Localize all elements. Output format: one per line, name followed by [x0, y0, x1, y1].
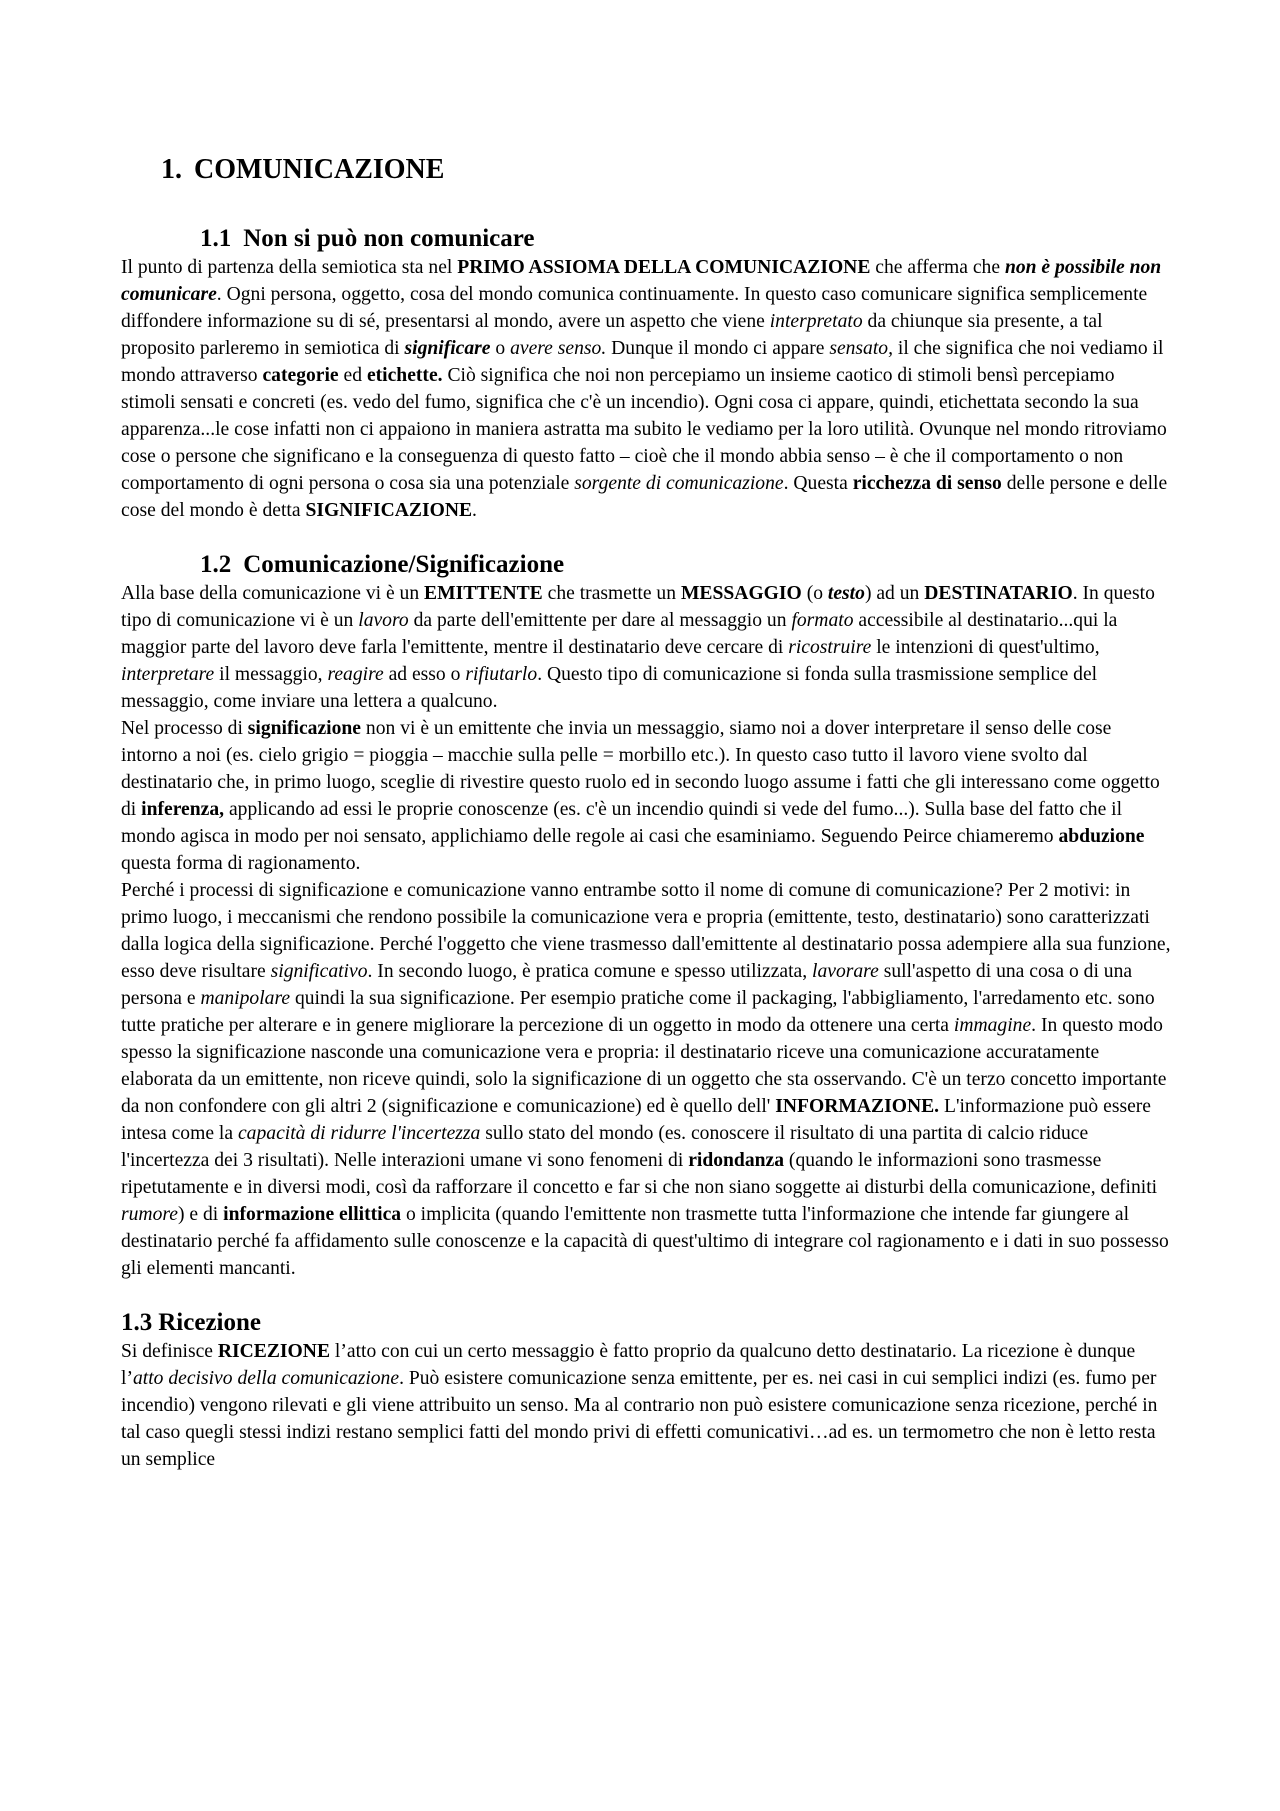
- chapter-title: COMUNICAZIONE: [194, 154, 445, 185]
- italic-term: sorgente di comunicazione: [574, 473, 784, 494]
- italic-term: interpretato: [769, 311, 863, 332]
- italic-term: atto decisivo della comunicazione: [132, 1368, 400, 1389]
- text-run: le intenzioni di quest'ultimo,: [871, 637, 1100, 658]
- text-run: ) ad un: [864, 583, 925, 604]
- text-run: che afferma che: [870, 257, 1005, 278]
- section-title: Comunicazione/Significazione: [243, 551, 565, 578]
- text-run: Perché i processi di significazione e comunicazione vanno entrambe sotto il nome di comune di comunicazione? Per 2 motivi: in primo luogo, i meccanismi che rendono possibile la comunicazione vera e propria (emittente, testo, destinatario) sono caratterizzati dalla logica della significazione. Perché l'oggetto che viene trasmesso dall'emittente al destinatario possa adempiere alla sua funzione, esso deve risultare: [121, 880, 1171, 982]
- section-number: 1.3: [121, 1309, 153, 1336]
- bold-term: significazione: [247, 718, 361, 739]
- section-heading-1-2: [200, 550, 1172, 580]
- text-run: (quando le informazioni sono trasmesse ripetutamente e in diversi modi, così da rafforzare il concetto e far si che non siano soggette ai disturbi della comunicazione, definiti: [121, 1150, 1158, 1198]
- text-run: .: [472, 500, 477, 521]
- section-1-1-paragraph: [121, 254, 1172, 524]
- italic-term: immagine: [953, 1015, 1032, 1036]
- bold-term: DESTINATARIO: [924, 583, 1073, 604]
- text-run: . In questo tipo di comunicazione vi è un: [121, 583, 1155, 631]
- section-title: Non si può non comunicare: [243, 225, 535, 252]
- section-heading-1-1: [200, 224, 1172, 254]
- text-run: o implicita (quando l'emittente non trasmette tutta l'informazione che intende far giungere al destinatario perché fa affidamento sulle conoscenze e la capacità di quest'ultimo di integrare col ragionamento e i dati in suo possesso gli elementi mancanti.: [121, 1204, 1169, 1279]
- bold-term: RICEZIONE: [217, 1341, 331, 1362]
- bold-term: SIGNIFICAZIONE: [305, 500, 473, 521]
- text-run: il messaggio,: [214, 664, 328, 685]
- italic-term: lavoro: [358, 610, 409, 631]
- bold-term: ricchezza di senso: [852, 473, 1002, 494]
- text-run: da parte dell'emittente per dare al messaggio un: [408, 610, 792, 631]
- text-run: questa forma di ragionamento.: [121, 853, 361, 874]
- text-run: . In secondo luogo, è pratica comune e spesso utilizzata,: [367, 961, 813, 982]
- text-run: sullo stato del mondo (es. conoscere il risultato di una partita di calcio riduce l'incertezza dei 3 risultati). Nelle interazioni umane vi sono fenomeni di: [121, 1123, 1089, 1171]
- bold-italic-term: significare: [404, 338, 491, 359]
- italic-term: capacità di ridurre l'incertezza: [237, 1123, 481, 1144]
- text-run: L'informazione può essere intesa come la: [121, 1096, 1151, 1144]
- italic-term: ricostruire: [788, 637, 872, 658]
- spacer: [121, 524, 1172, 550]
- text-run: . In questo modo spesso la significazione nasconde una comunicazione vera e propria: il destinatario riceve una comunicazione accuratamente elaborata da un emittente, non riceve quindi, solo la significazione di un oggetto che sta osservando. C'è un terzo concetto importante da non confondere con gli altri 2 (significazione e comunicazione) ed è quello dell': [121, 1015, 1167, 1117]
- section-number: 1.1: [200, 225, 232, 252]
- text-run: o: [490, 338, 511, 359]
- spacer: [121, 1282, 1172, 1308]
- text-run: Alla base della comunicazione vi è un: [121, 583, 425, 604]
- text-run: il che significa che noi vediamo il mondo attraverso: [121, 338, 1164, 386]
- bold-term: abduzione: [1058, 826, 1145, 847]
- chapter-heading: [161, 152, 1172, 188]
- bold-term: INFORMAZIONE.: [775, 1096, 940, 1117]
- text-run: . Può esistere comunicazione senza emittente, per es. nei casi in cui semplici indizi (es. fumo per incendio) vengono rilevati e gli viene attribuito un senso. Ma al contrario non può esistere comunicazione senza ricezione, perché in tal caso quegli stessi indizi restano semplici fatti del mondo privi di effetti comunicativi…ad es. un termometro che non è letto resta un semplice: [121, 1368, 1158, 1470]
- text-run: delle persone e delle cose del mondo è detta: [121, 473, 1168, 521]
- text-run: che trasmette un: [542, 583, 681, 604]
- bold-term: categorie: [262, 365, 339, 386]
- bold-term: EMITTENTE: [424, 583, 543, 604]
- italic-term: interpretare: [121, 664, 215, 685]
- section-1-2-paragraph-3: [121, 877, 1172, 1282]
- text-run: sull'aspetto di una cosa o di una persona e: [121, 961, 1133, 1009]
- text-run: l’atto con cui un certo messaggio è fatto proprio da qualcuno detto destinatario. La ricezione è dunque l’: [121, 1341, 1136, 1389]
- bold-italic-term: testo: [827, 583, 865, 604]
- text-run: non vi è un emittente che invia un messaggio, siamo noi a dover interpretare il senso delle cose intorno a noi (es. cielo grigio = pioggia – macchie sulla pelle = morbillo etc.). In questo caso tutto il lavoro viene svolto dal destinatario che, in primo luogo, sceglie di rivestire questo ruolo ed in secondo luogo assume i fatti che gli interessano come oggetto di: [121, 718, 1160, 820]
- text-run: . Questo tipo di comunicazione si fonda sulla trasmissione semplice del messaggio, come inviare una lettera a qualcuno.: [121, 664, 1098, 712]
- italic-term: avere senso.: [510, 338, 607, 359]
- italic-term: lavorare: [812, 961, 879, 982]
- text-run: ) e di: [177, 1204, 224, 1225]
- text-run: Ciò significa che noi non percepiamo un insieme caotico di stimoli bensì percepiamo stimoli sensati e concreti (es. vedo del fumo, significa che c'è un incendio). Ogni cosa ci appare, quindi, etichettata secondo la sua apparenza...le cose infatti non ci appaiono in maniera astratta ma subito le vediamo per la loro utilità. Ovunque nel mondo ritroviamo cose o persone che significano e la conseguenza di questo fatto – cioè che il mondo abbia senso – è che il comportamento o non comportamento di ogni persona o cosa sia una potenziale: [121, 365, 1167, 494]
- bold-term: ridondanza: [688, 1150, 785, 1171]
- italic-term: rumore: [121, 1204, 178, 1225]
- text-run: (o: [801, 583, 828, 604]
- section-1-3-paragraph: [121, 1338, 1172, 1473]
- text-run: Dunque il mondo ci appare: [606, 338, 830, 359]
- bold-term: etichette.: [366, 365, 443, 386]
- section-title: Ricezione: [158, 1309, 261, 1336]
- section-number: 1.2: [200, 551, 232, 578]
- text-run: quindi la sua significazione. Per esempio pratiche come il packaging, l'abbigliamento, l'arredamento etc. sono tutte pratiche per alterare e in genere migliorare la percezione di un oggetto in modo da ottenere una certa: [121, 988, 1155, 1036]
- italic-term: reagire: [327, 664, 384, 685]
- italic-term: significativo: [270, 961, 368, 982]
- text-run: ed: [338, 365, 367, 386]
- text-run: . Questa: [783, 473, 853, 494]
- italic-term: formato: [791, 610, 854, 631]
- bold-term: inferenza,: [141, 799, 225, 820]
- bold-term: informazione ellittica: [223, 1204, 402, 1225]
- text-run: applicando ad essi le proprie conoscenze (es. c'è un incendio quindi si vede del fumo...). Sulla base del fatto che il mondo agisca in modo per noi sensato, applichiamo delle regole ai casi che esaminiamo. Seguendo Peirce chiameremo: [121, 799, 1123, 847]
- text-run: accessibile al destinatario...qui la maggior parte del lavoro deve farla l'emittente, mentre il destinatario deve cercare di: [121, 610, 1118, 658]
- text-run: Il punto di partenza della semiotica sta nel: [121, 257, 458, 278]
- text-run: Nel processo di: [121, 718, 248, 739]
- chapter-number: 1.: [161, 154, 182, 185]
- bold-term: PRIMO ASSIOMA DELLA COMUNICAZIONE: [457, 257, 871, 278]
- italic-term: manipolare: [200, 988, 291, 1009]
- text-run: ad esso o: [383, 664, 466, 685]
- bold-term: MESSAGGIO: [680, 583, 802, 604]
- italic-term: rifiutarlo: [465, 664, 538, 685]
- section-1-2-paragraph-2: [121, 715, 1172, 877]
- bold-italic-term: non è possibile non comunicare: [121, 257, 1162, 305]
- section-heading-1-3: [121, 1308, 1172, 1338]
- text-run: . Ogni persona, oggetto, cosa del mondo comunica continuamente. In questo caso comunicare significa semplicemente diffondere informazione su di sé, presentarsi al mondo, avere un aspetto che viene: [121, 284, 1148, 332]
- text-run: Si definisce: [121, 1341, 218, 1362]
- text-run: da chiunque sia presente, a tal proposito parleremo in semiotica di: [121, 311, 1103, 359]
- italic-term: sensato,: [829, 338, 893, 359]
- section-1-2-paragraph-1: [121, 580, 1172, 715]
